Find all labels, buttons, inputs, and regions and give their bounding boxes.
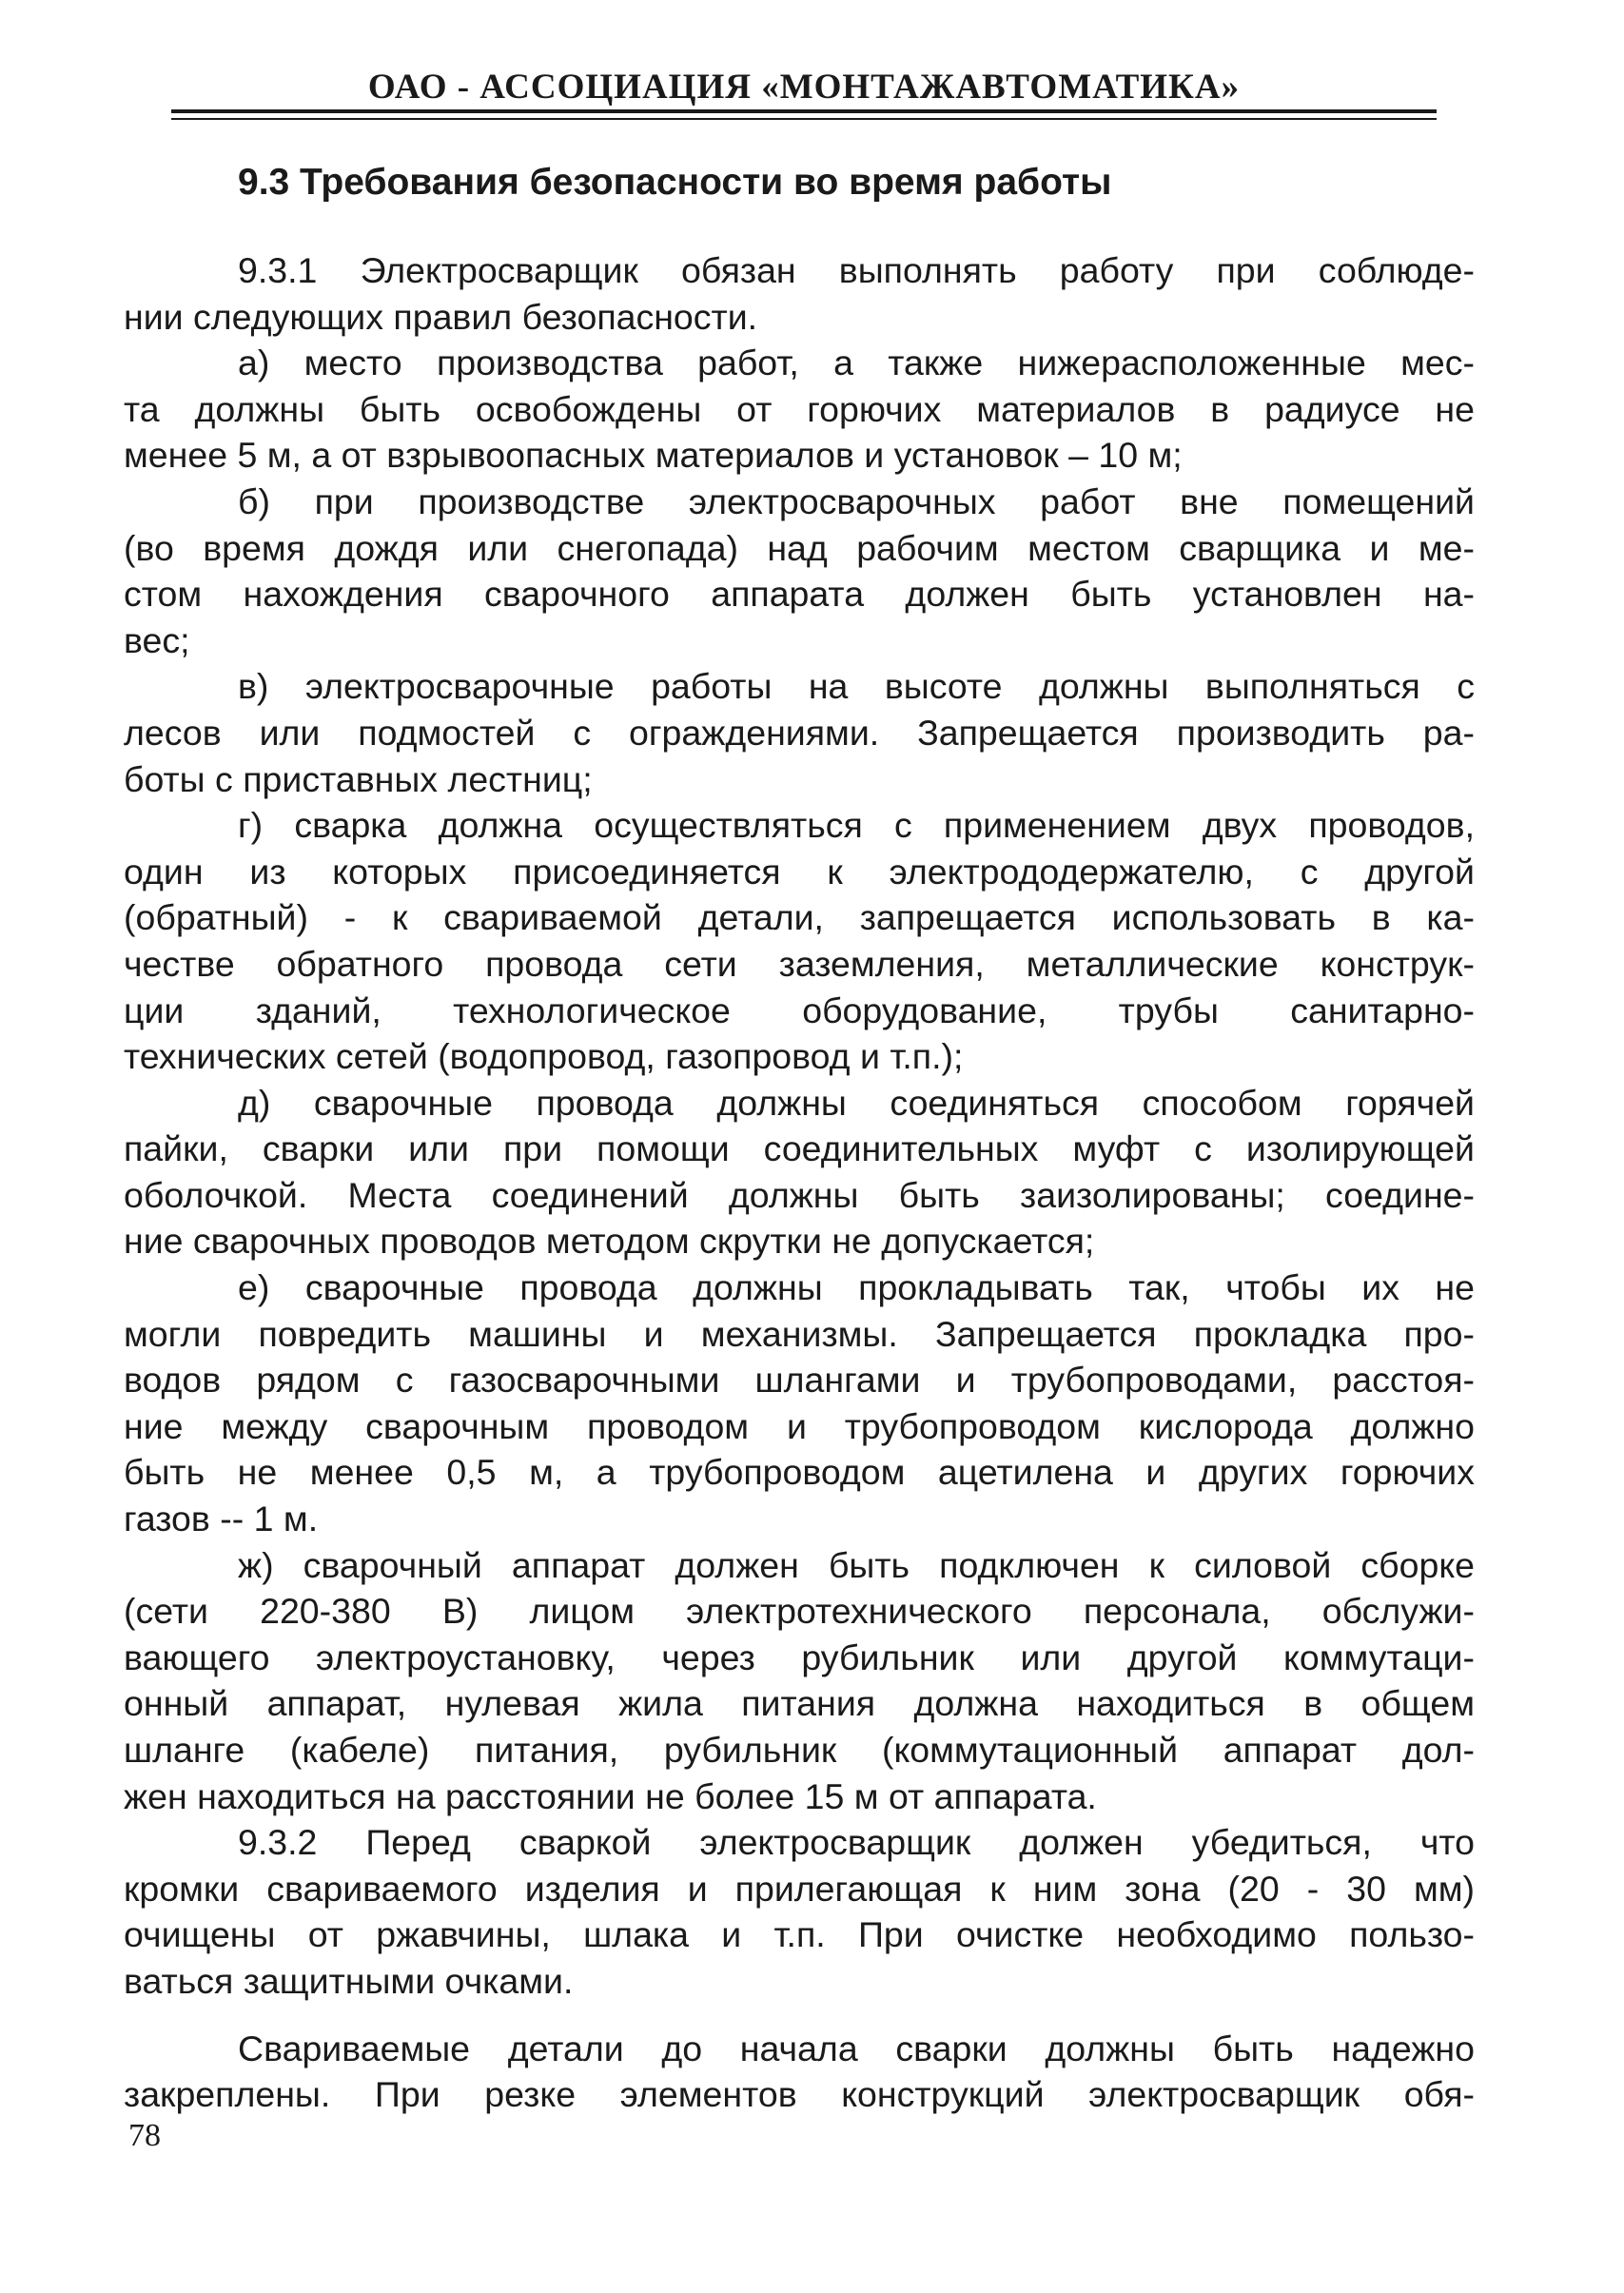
text-line: честве обратного провода сети заземления, металлические конструк-: [124, 943, 1475, 984]
text-line: (во время дождя или снегопада) над рабочим местом сварщика и ме-: [124, 527, 1475, 568]
text-line: газов -- 1 м.: [124, 1499, 319, 1539]
text-line: Свариваемые детали до начала сварки должны быть надежно: [238, 2028, 1475, 2068]
text-line: е) сварочные провода должны прокладывать так, чтобы их не: [238, 1267, 1475, 1308]
text-line: шланге (кабеле) питания, рубильник (коммутационный аппарат дол-: [124, 1730, 1475, 1770]
text-line: нии следующих правил безопасности.: [124, 296, 758, 337]
text-line: быть не менее 0,5 м, а трубопроводом ацетилена и других горючих: [124, 1452, 1475, 1493]
running-header: ОАО - АССОЦИАЦИЯ «МОНТАЖАВТОМАТИКА»: [367, 68, 1241, 107]
text-line: лесов или подмостей с ограждениями. Запрещается производить ра-: [124, 712, 1475, 753]
section-heading: 9.3 Требования безопасности во время работы: [238, 162, 1112, 203]
text-line: жен находиться на расстоянии не более 15 м от аппарата.: [124, 1775, 1097, 1816]
text-line: один из которых присоединяется к электрододержателю, с другой: [124, 851, 1475, 892]
text-line: ции зданий, технологическое оборудование, трубы санитарно-: [124, 990, 1475, 1030]
text-line: а) место производства работ, а также нижерасположенные мес-: [238, 343, 1475, 383]
text-line: оболочкой. Места соединений должны быть заизолированы; соедине-: [124, 1174, 1475, 1215]
header-rule-thin: [171, 118, 1437, 120]
text-line: кромки свариваемого изделия и прилегающая к ним зона (20 - 30 мм): [124, 1868, 1475, 1909]
text-line: ние сварочных проводов методом скрутки не допускается;: [124, 1221, 1095, 1262]
body-text: [124, 247, 1475, 2118]
text-line: боты с приставных лестниц;: [124, 758, 593, 799]
text-line: г) сварка должна осуществляться с применением двух проводов,: [238, 805, 1475, 846]
text-line: технических сетей (водопровод, газопровод и т.п.);: [124, 1036, 964, 1077]
text-line: стом нахождения сварочного аппарата должен быть установлен на-: [124, 574, 1475, 615]
text-line: б) при производстве электросварочных работ вне помещений: [238, 480, 1475, 521]
text-line: ж) сварочный аппарат должен быть подключен к силовой сборке: [238, 1544, 1475, 1585]
text-line: ваться защитными очками.: [124, 1960, 574, 2001]
text-line: менее 5 м, а от взрывоопасных материалов и установок – 10 м;: [124, 435, 1183, 476]
header-rule-thick: [171, 109, 1437, 113]
text-line: в) электросварочные работы на высоте должны выполняться с: [238, 666, 1475, 707]
text-line: вес;: [124, 619, 190, 660]
text-line: (обратный) - к свариваемой детали, запрещается использовать в ка-: [124, 897, 1475, 938]
text-line: закреплены. При резке элементов конструкций электросварщик обя-: [124, 2074, 1475, 2115]
text-line: онный аппарат, нулевая жила питания должна находиться в общем: [124, 1683, 1475, 1724]
text-line: пайки, сварки или при помощи соединительных муфт с изолирующей: [124, 1128, 1475, 1169]
text-line: ние между сварочным проводом и трубопроводом кислорода должно: [124, 1405, 1475, 1446]
paragraph-gap: [124, 2005, 1475, 2026]
page-number: 78: [128, 2118, 161, 2153]
text-line: водов рядом с газосварочными шлангами и трубопроводами, расстоя-: [124, 1360, 1475, 1401]
text-line: та должны быть освобождены от горючих материалов в радиусе не: [124, 388, 1475, 429]
text-line: 9.3.2 Перед сваркой электросварщик должен убедиться, что: [238, 1822, 1475, 1863]
text-line: очищены от ржавчины, шлака и т.п. При очистке необходимо пользо-: [124, 1914, 1475, 1955]
text-line: 9.3.1 Электросварщик обязан выполнять работу при соблюде-: [238, 250, 1475, 290]
text-line: вающего электроустановку, через рубильник или другой коммутаци-: [124, 1636, 1475, 1677]
text-line: (сети 220-380 В) лицом электротехнического персонала, обслужи-: [124, 1591, 1475, 1632]
text-line: могли повредить машины и механизмы. Запрещается прокладка про-: [124, 1313, 1475, 1354]
text-line: д) сварочные провода должны соединяться способом горячей: [238, 1082, 1475, 1123]
